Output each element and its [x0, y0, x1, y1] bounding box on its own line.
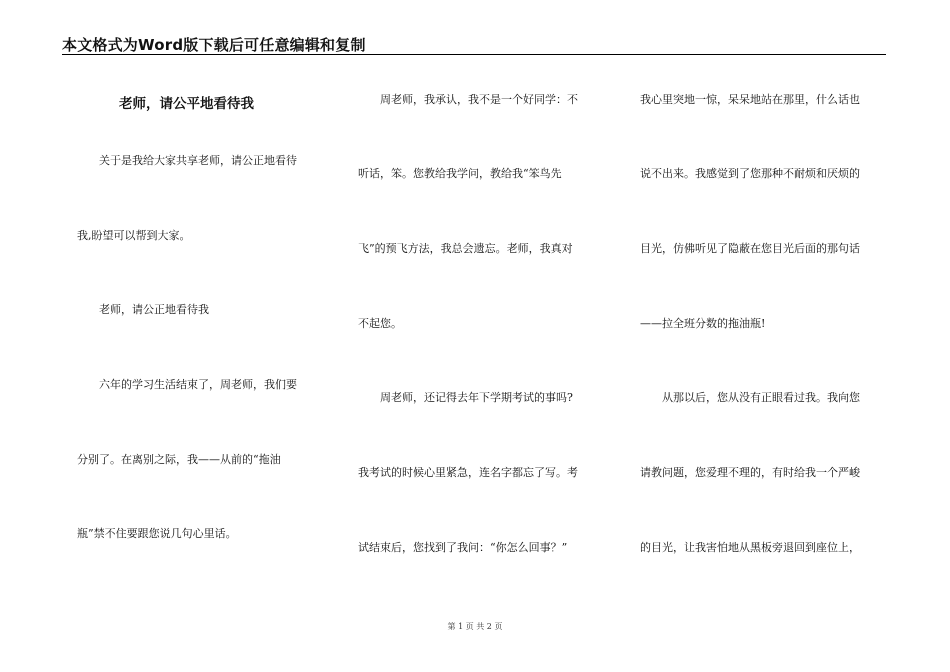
text-line: 试结束后，您找到了我问：“你怎么回事？”: [358, 541, 568, 554]
text-line: 瓶”禁不住要跟您说几句心里话。: [77, 527, 237, 540]
text-line: 六年的学习生活结束了，周老师，我们要: [99, 378, 297, 391]
text-line: 听话，笨。您教给我学问，教给我“笨鸟先: [358, 167, 562, 180]
text-line: 我,盼望可以帮到大家。: [77, 229, 191, 242]
text-line: 我考试的时候心里紧急，连名字都忘了写。考: [358, 466, 578, 479]
text-line: 请教问题，您爱理不理的，有时给我一个严峻: [640, 466, 860, 479]
column-1: [77, 0, 327, 672]
document-title: 老师，请公平地看待我: [119, 96, 254, 112]
text-line: 老师，请公正地看待我: [99, 303, 209, 316]
text-line: 关于是我给大家共享老师，请公正地看待: [99, 154, 297, 167]
text-line: 说不出来。我感觉到了您那种不耐烦和厌烦的: [640, 167, 860, 180]
text-line: 目光，仿佛听见了隐蔽在您目光后面的那句话: [640, 242, 860, 255]
text-line: ——拉全班分数的拖油瓶!: [640, 317, 766, 330]
text-line: 我心里突地一惊，呆呆地站在那里，什么话也: [640, 93, 860, 106]
text-line: 从那以后，您从没有正眼看过我。我向您: [662, 391, 860, 404]
column-3: [640, 0, 885, 672]
column-2: [358, 0, 603, 672]
text-line: 飞”的预飞方法，我总会遗忘。老师，我真对: [358, 242, 573, 255]
text-line: 分别了。在离别之际，我——从前的“拖油: [77, 453, 281, 466]
text-line: 周老师，还记得去年下学期考试的事吗?: [380, 391, 573, 404]
text-line: 的目光，让我害怕地从黑板旁退回到座位上，: [640, 541, 860, 554]
text-line: 不起您。: [358, 317, 402, 330]
text-line: 周老师，我承认，我不是一个好同学：不: [380, 93, 578, 106]
header-notice: 本文格式为Word版下载后可任意编辑和复制: [62, 36, 366, 54]
page-number: 第 1 页 共 2 页: [447, 622, 503, 631]
